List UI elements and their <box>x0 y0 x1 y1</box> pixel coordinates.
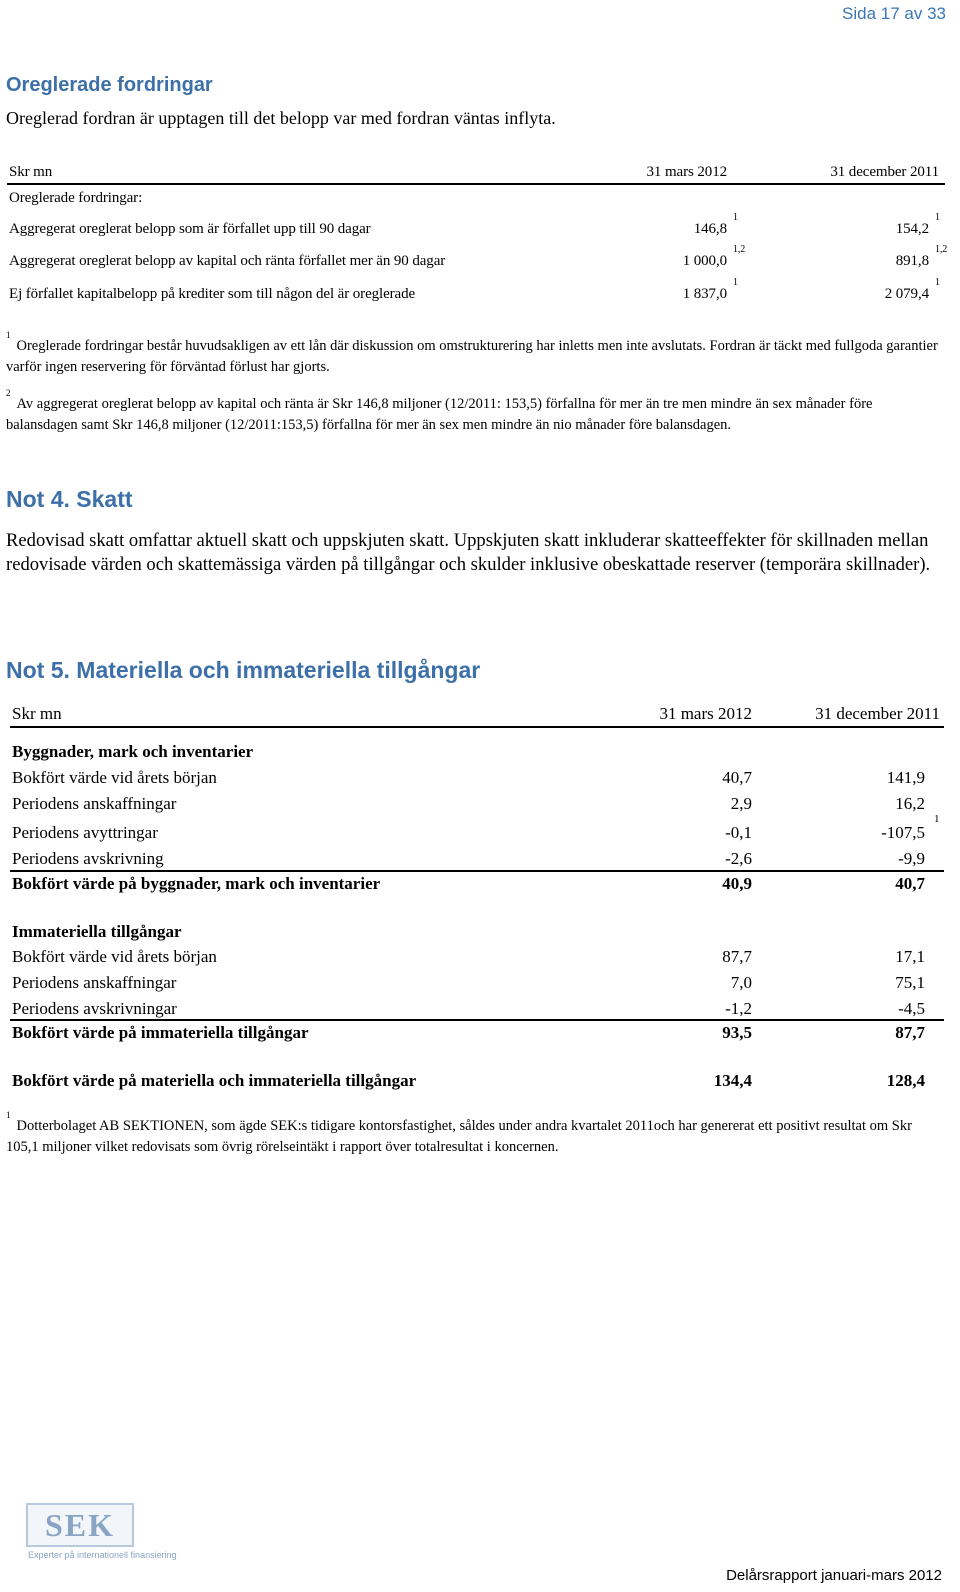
row-value-2: -9,9 <box>898 849 925 868</box>
footnote-ref: 1 <box>935 212 940 223</box>
table-row <box>12 999 942 1021</box>
row-value-1: 40,7 <box>722 768 752 787</box>
footnote-ref: 1 <box>733 277 738 288</box>
table-row <box>12 947 942 969</box>
row-label: Bokfört värde på materiella och immateriella tillgångar <box>12 1071 417 1090</box>
report-title: Delårsrapport januari-mars 2012 <box>726 1567 942 1584</box>
row-value-2: 2 079,4 1 <box>884 277 940 302</box>
section-title-oreglerade: Oreglerade fordringar <box>6 74 213 96</box>
table-row <box>12 849 942 871</box>
row-value-2: 141,9 <box>886 768 925 787</box>
row-value-1: 2,9 <box>730 794 752 813</box>
footnote-ref: 1 <box>935 277 940 288</box>
row-value-2: 128,4 <box>886 1071 925 1090</box>
col-header-1: 31 mars 2012 <box>646 164 727 180</box>
footnote-2: $^2$Av aggregerat oreglerat belopp av kapital och ränta är Skr 146,8 miljoner (12/2011: 153,5) förfallna för mer än tre men mindre än sex månader före balansdagen samt Skr 146,8 miljoner (12/2011:153,5) förfallna för mer än sex men mindre än nio månader före balansdagen. <box>6 388 873 433</box>
table-row <box>12 768 942 790</box>
col-header-2: 31 december 2011 <box>830 164 939 180</box>
section-title-not4: Not 4. Skatt <box>6 486 133 512</box>
grand-total-row <box>12 1071 942 1093</box>
row-label: Aggregerat oreglerat belopp som är förfallet upp till 90 dagar <box>9 221 371 237</box>
table-section-row <box>9 190 945 212</box>
page-number: Sida 17 av 33 <box>842 4 946 23</box>
row-value-1: -0,1 <box>725 823 752 842</box>
row-value-1: 1 000,0 1,2 <box>682 244 746 269</box>
col-label: Skr mn <box>9 164 53 180</box>
logo-text: SEK <box>44 1507 116 1543</box>
row-label: Bokfört värde vid årets början <box>12 768 217 787</box>
subtotal-row <box>12 874 942 896</box>
row-label: Periodens anskaffningar <box>12 973 177 992</box>
footnote-ref: 1,2 <box>733 244 746 255</box>
row-value-2: 17,1 <box>895 947 925 966</box>
header-rule <box>7 183 945 185</box>
subtotal-row <box>12 1023 942 1045</box>
sek-logo <box>26 1503 134 1547</box>
row-value-1: 134,4 <box>713 1071 752 1090</box>
table-row <box>12 794 942 816</box>
row-label: Ej förfallet kapitalbelopp på krediter som till någon del är oreglerade <box>9 286 416 302</box>
row-label: Periodens avskrivningar <box>12 999 177 1018</box>
footnote-ref: 1 <box>733 212 738 223</box>
not5-footnote: $^1$Dotterbolaget AB SEKTIONEN, som ägde SEK:s tidigare kontorsfastighet, såldes under andra kvartalet 2011och har genererat ett positivt resultat om Skr 105,1 miljoner vilket redovisats som övrig rörelseintäkt i rapport över totalresultat i koncernen. <box>6 1110 912 1155</box>
table-row <box>9 212 945 243</box>
row-value-1: 146,8 1 <box>693 212 738 237</box>
col-header-1: 31 mars 2012 <box>659 704 752 723</box>
not4-body: Redovisad skatt omfattar aktuell skatt och uppskjuten skatt. Uppskjuten skatt inkluderar skatteeffekter för skillnaden mellan redovisade värden och skattemässiga värden på tillgångar och skulder inklusive obeskattade reserver (temporära skillnader). <box>6 530 931 575</box>
row-value-1: 40,9 <box>722 874 752 893</box>
row-value-1: 7,0 <box>730 973 752 992</box>
subtotal-rule <box>10 1019 944 1021</box>
group-heading: Byggnader, mark och inventarier <box>12 742 254 761</box>
table-row <box>12 973 942 995</box>
row-label: Periodens avskrivning <box>12 849 164 868</box>
row-value-2: -107,5 1 <box>881 813 940 842</box>
row-value-2: 75,1 <box>895 973 925 992</box>
row-value-2: -4,5 <box>898 999 925 1018</box>
table-row <box>9 244 948 275</box>
header-rule <box>10 726 944 728</box>
section-intro: Oreglerad fordran är upptagen till det belopp var med fordran väntas inflyta. <box>6 108 556 128</box>
row-value-1: -1,2 <box>725 999 752 1018</box>
section-title-not5: Not 5. Materiella och immateriella tillgångar <box>6 657 481 683</box>
col-header-2: 31 december 2011 <box>815 704 940 723</box>
row-label: Bokfört värde på immateriella tillgångar <box>12 1023 309 1042</box>
row-label: Periodens anskaffningar <box>12 794 177 813</box>
row-value-1: 1 837,0 1 <box>682 277 738 302</box>
subtotal-rule <box>10 870 944 872</box>
footnote-ref: 1,2 <box>935 244 948 255</box>
row-label: Bokfört värde vid årets början <box>12 947 217 966</box>
row-value-1: 87,7 <box>722 947 752 966</box>
footnote-1: $^1$Oreglerade fordringar består huvudsakligen av ett lån där diskussion om omstrukturering har inletts men inte avslutats. Fordran är täckt med fullgoda garantier varför ingen reservering för förväntad förlust har gjorts. <box>6 330 938 375</box>
logo-tagline: Experter på internationell finansiering <box>28 1550 177 1560</box>
col-label: Skr mn <box>12 704 62 723</box>
table-row <box>12 813 942 845</box>
row-value-2: 154,2 1 <box>895 212 940 237</box>
row-value-1: -2,6 <box>725 849 752 868</box>
group-heading: Immateriella tillgångar <box>12 922 182 941</box>
row-value-2: 891,8 1,2 <box>895 244 948 269</box>
row-label: Aggregerat oreglerat belopp av kapital och ränta förfallet mer än 90 dagar <box>9 253 446 269</box>
table-row <box>9 277 945 308</box>
row-label: Bokfört värde på byggnader, mark och inventarier <box>12 874 381 893</box>
row-value-1: 93,5 <box>722 1023 752 1042</box>
row-value-2: 40,7 <box>895 874 925 893</box>
row-value-2: 87,7 <box>895 1023 925 1042</box>
table-section-label: Oreglerade fordringar: <box>9 190 143 206</box>
table-header-row <box>12 704 942 726</box>
row-label: Periodens avyttringar <box>12 823 158 842</box>
footnote-ref: 1 <box>934 813 940 825</box>
row-value-2: 16,2 <box>895 794 925 813</box>
